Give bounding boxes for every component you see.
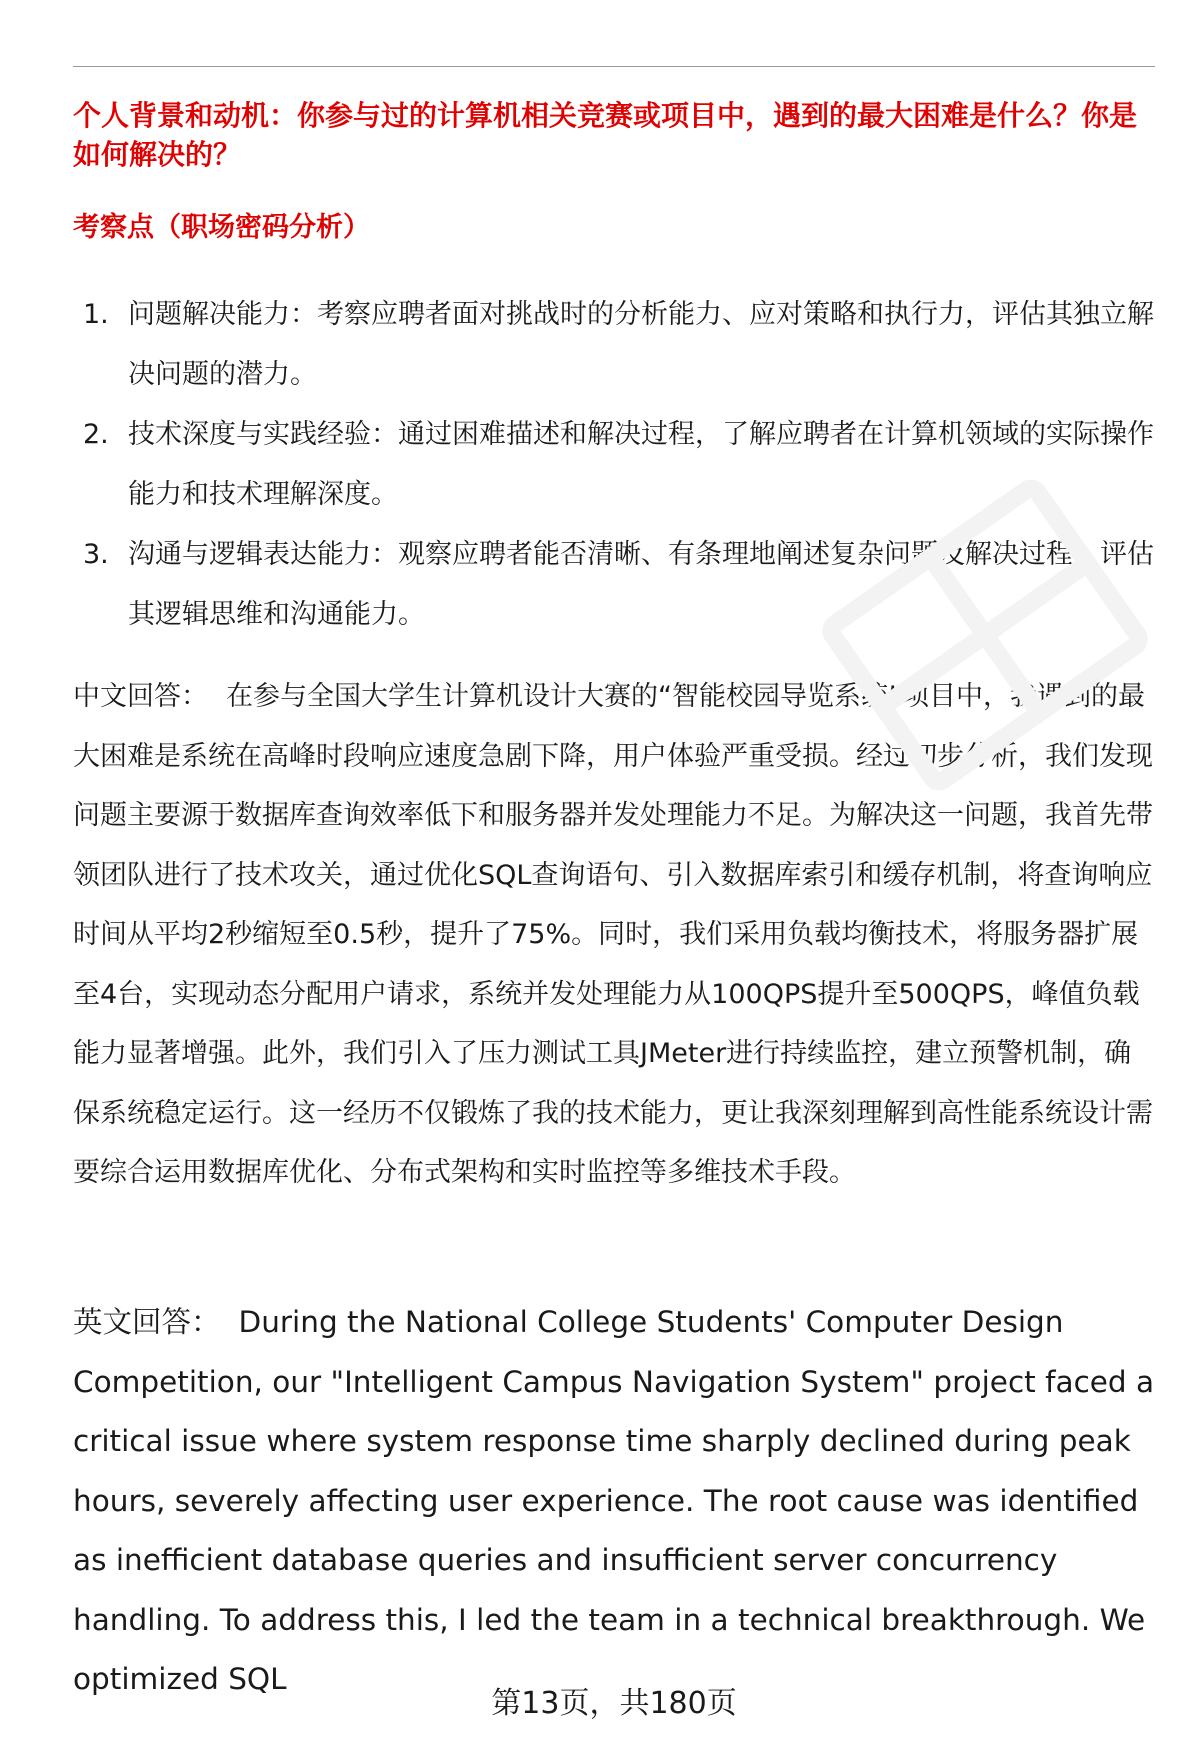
english-answer-text: During the National College Students' Computer Design Competition, our "Intelligent Campus Navigation System" project faced a critical issue where system response time sharply declined during peak hours, severely affecting user experience. The root cause was identified as inefficient database queries and insufficient server concurrency handling. To address this, I led the team in a technical breakthrough. We optimized SQL: [73, 1305, 1155, 1696]
section-heading: 考察点（职场密码分析）: [73, 212, 370, 243]
list-item: [73, 405, 1155, 525]
english-answer: [73, 1293, 1155, 1710]
assessment-points-list: [73, 285, 1155, 645]
list-item-text: 问题解决能力：考察应聘者面对挑战时的分析能力、应对策略和执行力，评估其独立解决问题的潜力。: [128, 299, 1154, 390]
top-divider: [73, 66, 1155, 67]
document-page: [73, 0, 1155, 1755]
page-number-footer: 第13页，共180页: [491, 1686, 737, 1721]
list-item-number: 3.: [83, 539, 109, 570]
question-heading: 个人背景和动机：你参与过的计算机相关竞赛或项目中，遇到的最大困难是什么？你是如何解决的？: [73, 99, 1138, 171]
list-item-text: 技术深度与实践经验：通过困难描述和解决过程，了解应聘者在计算机领域的实际操作能力和技术理解深度。: [128, 419, 1154, 510]
chinese-answer-label: 中文回答：: [73, 681, 208, 712]
list-item-number: 1.: [83, 299, 109, 330]
list-item: [73, 285, 1155, 405]
list-item-number: 2.: [83, 419, 109, 450]
chinese-answer-text: 在参与全国大学生计算机设计大赛的“智能校园导览系统”项目中，我遇到的最大困难是系统在高峰时段响应速度急剧下降，用户体验严重受损。经过初步分析，我们发现问题主要源于数据库查询效率低下和服务器并发处理能力不足。为解决这一问题，我首先带领团队进行了技术攻关，通过优化SQL查询语句、引入数据库索引和缓存机制，将查询响应时间从平均2秒缩短至0.5秒，提升了75%。同时，我们采用负载均衡技术，将服务器扩展至4台，实现动态分配用户请求，系统并发处理能力从100QPS提升至500QPS，峰值负载能力显著增强。此外，我们引入了压力测试工具JMeter进行持续监控，建立预警机制，确保系统稳定运行。这一经历不仅锻炼了我的技术能力，更让我深刻理解到高性能系统设计需要综合运用数据库优化、分布式架构和实时监控等多维技术手段。: [73, 681, 1153, 1188]
english-answer-label: 英文回答：: [73, 1305, 221, 1339]
list-item-text: 沟通与逻辑表达能力：观察应聘者能否清晰、有条理地阐述复杂问题及解决过程，评估其逻辑思维和沟通能力。: [128, 539, 1154, 630]
list-item: [73, 525, 1155, 645]
chinese-answer: [73, 667, 1155, 1203]
